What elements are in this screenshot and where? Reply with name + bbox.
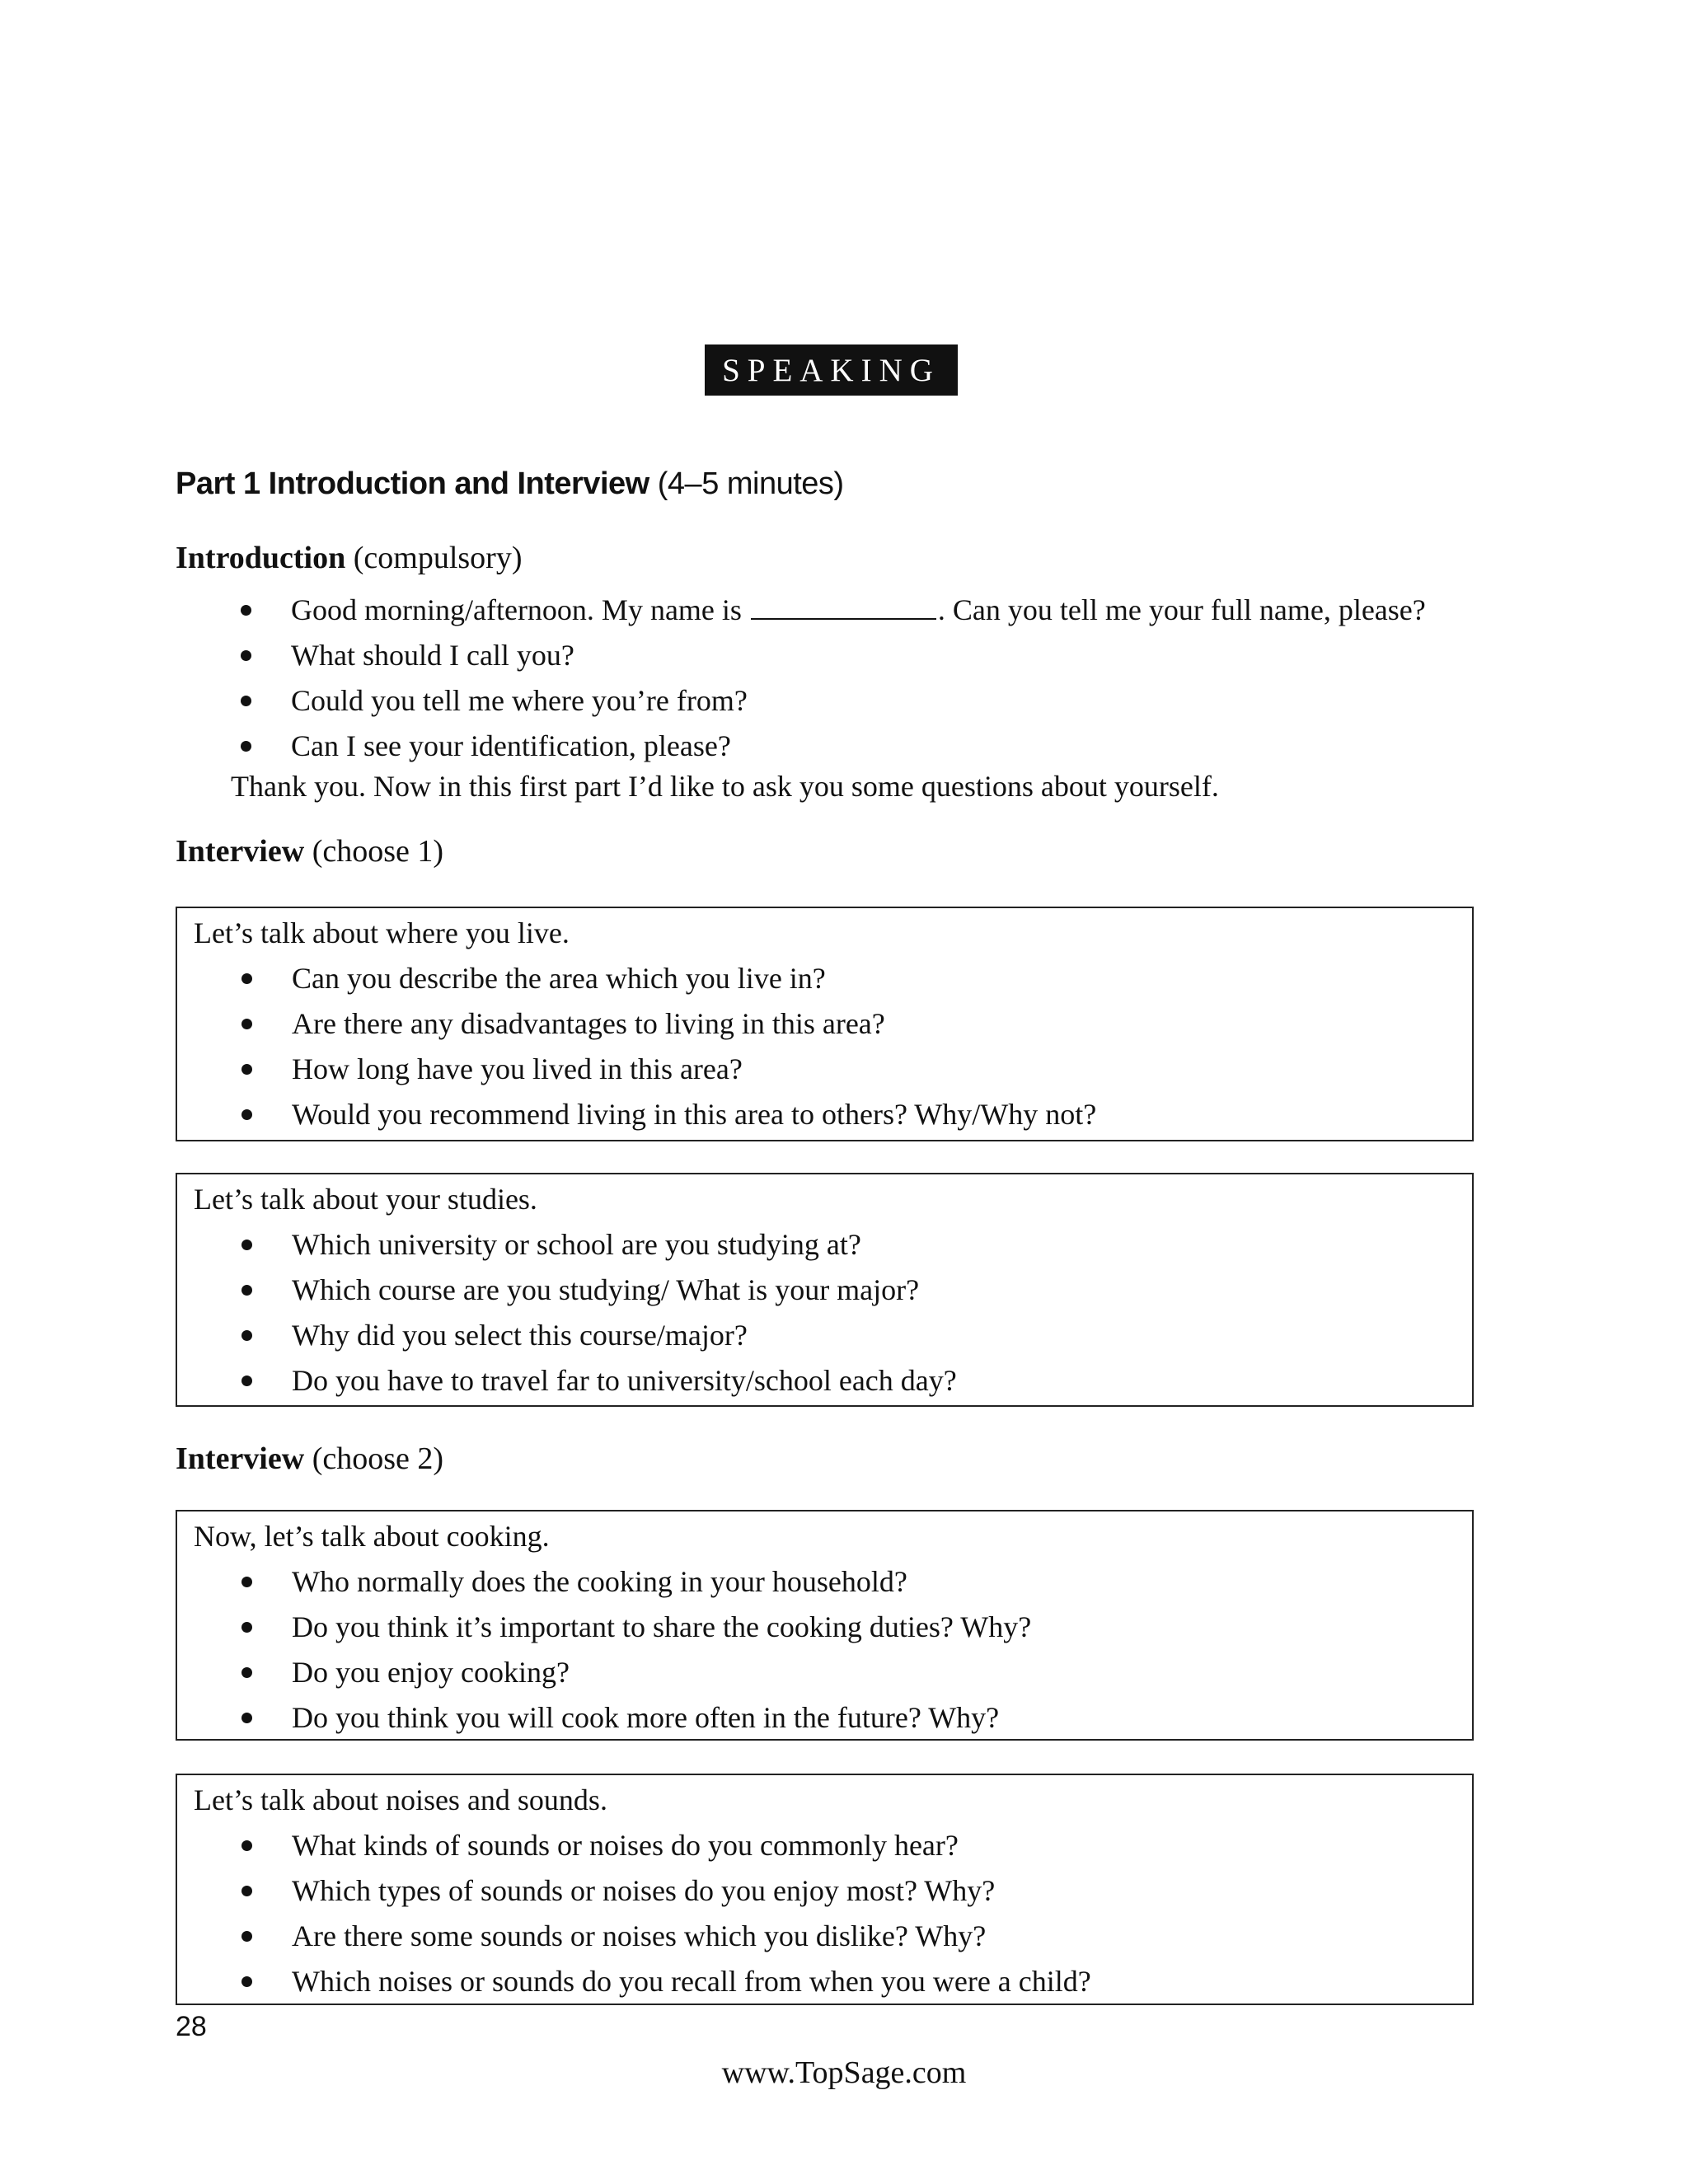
box-intro: Let’s talk about your studies. — [194, 1183, 537, 1216]
box-intro: Let’s talk about noises and sounds. — [194, 1783, 607, 1816]
bullet-icon — [241, 1886, 252, 1896]
question-text: Which noises or sounds do you recall from when you were a child? — [292, 1965, 1091, 1998]
introduction-closing: Thank you. Now in this first part I’d like to ask you some questions about yourself. — [231, 770, 1219, 803]
question-text: How long have you lived in this area? — [292, 1052, 743, 1085]
bullet-icon — [241, 1109, 252, 1120]
part-duration: (4–5 minutes) — [657, 466, 844, 501]
question-text-after-blank: . Can you tell me your full name, please? — [937, 593, 1426, 626]
bullet-icon — [241, 650, 251, 661]
question-text: Can I see your identification, please? — [291, 729, 731, 762]
bullet-icon — [241, 605, 251, 616]
question-text: Do you think it’s important to share the cooking duties? Why? — [292, 1610, 1032, 1643]
interview-2-heading — [176, 1441, 443, 1477]
bullet-icon — [241, 1840, 252, 1851]
bullet-icon — [241, 1064, 252, 1075]
question-text: Do you enjoy cooking? — [292, 1656, 570, 1689]
question-text: Could you tell me where you’re from? — [291, 684, 748, 717]
interview-1-label: Interview — [176, 834, 305, 869]
bullet-icon — [241, 1376, 252, 1386]
question-text: Are there any disadvantages to living in this area? — [292, 1007, 885, 1040]
box-intro: Let’s talk about where you live. — [194, 916, 570, 949]
question-text: Which university or school are you studying at? — [292, 1228, 861, 1261]
question-text: Who normally does the cooking in your household? — [292, 1565, 907, 1598]
question-text: Why did you select this course/major? — [292, 1319, 748, 1352]
question-box-noises-and-sounds — [176, 1774, 1474, 2005]
introduction-heading — [176, 540, 522, 576]
question-text: What kinds of sounds or noises do you commonly hear? — [292, 1829, 959, 1862]
bullet-icon — [241, 1713, 252, 1723]
part-title: Part 1 Introduction and Interview — [176, 466, 649, 501]
interview-2-note: (choose 2) — [312, 1441, 444, 1476]
bullet-icon — [241, 1019, 252, 1029]
interview-2-label: Interview — [176, 1441, 305, 1476]
question-text: Are there some sounds or noises which you dislike? Why? — [292, 1919, 987, 1952]
bullet-icon — [241, 1577, 252, 1587]
bullet-icon — [241, 1976, 252, 1987]
bullet-icon — [241, 973, 252, 984]
bullet-icon — [241, 1931, 252, 1942]
interview-1-heading — [176, 833, 443, 869]
box-intro: Now, let’s talk about cooking. — [194, 1520, 550, 1553]
question-text: Can you describe the area which you live in? — [292, 962, 826, 995]
interview-1-note: (choose 1) — [312, 834, 444, 869]
bullet-icon — [241, 1285, 252, 1296]
question-text: What should I call you? — [291, 639, 574, 672]
part-heading — [176, 466, 844, 502]
question-box-cooking — [176, 1510, 1474, 1741]
question-text: Do you have to travel far to university/school each day? — [292, 1364, 957, 1397]
bullet-icon — [241, 1240, 252, 1250]
introduction-note: (compulsory) — [353, 541, 523, 575]
bullet-icon — [241, 1667, 252, 1678]
bullet-icon — [241, 1622, 252, 1633]
introduction-label: Introduction — [176, 541, 346, 575]
page-number: 28 — [176, 2011, 207, 2042]
footer-url: www.TopSage.com — [721, 2055, 967, 2090]
question-text-before-blank: Good morning/afternoon. My name is — [291, 593, 742, 626]
question-text: Would you recommend living in this area to others? Why/Why not? — [292, 1098, 1097, 1131]
bullet-icon — [241, 696, 251, 706]
question-box-where-you-live — [176, 907, 1474, 1141]
question-text: Which types of sounds or noises do you enjoy most? Why? — [292, 1874, 996, 1907]
question-text — [291, 588, 1426, 633]
question-text: Do you think you will cook more often in the future? Why? — [292, 1701, 1000, 1734]
question-box-your-studies — [176, 1173, 1474, 1407]
bullet-icon — [241, 1330, 252, 1341]
bullet-icon — [241, 741, 251, 752]
section-banner: SPEAKING — [705, 344, 958, 396]
name-blank-line — [751, 588, 936, 620]
question-text: Which course are you studying/ What is your major? — [292, 1273, 920, 1306]
